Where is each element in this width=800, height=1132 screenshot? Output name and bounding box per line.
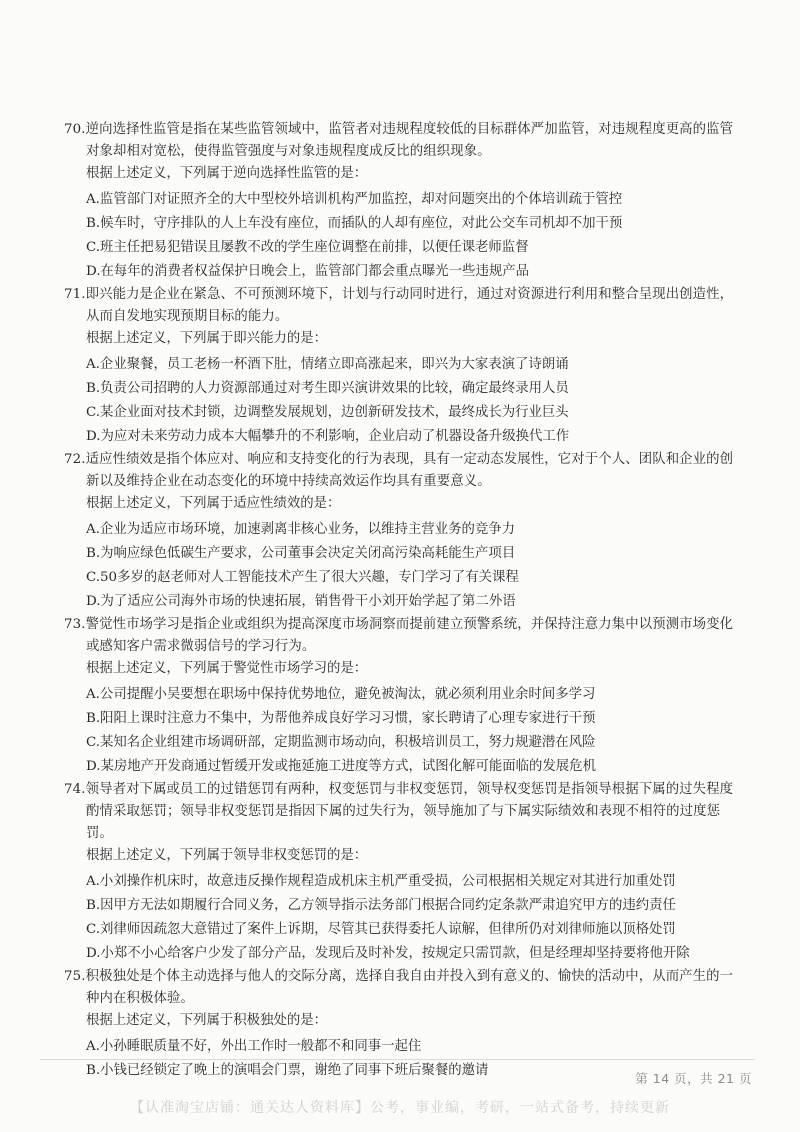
question-stem-line: 74.领导者对下属或员工的过错惩罚有两种，权变惩罚与非权变惩罚，领导权变惩罚是指领导根据下属的过失程度 bbox=[64, 782, 734, 797]
option-c: C.刘律师因疏忽大意错过了案件上诉期，尽管其已获得委托人谅解，但律所仍对刘律师施以顶格处罚 bbox=[86, 922, 676, 937]
question-prompt: 根据上述定义，下列属于即兴能力的是： bbox=[86, 331, 328, 346]
option-a: A.监管部门对证照齐全的大中型校外培训机构严加监控，却对问题突出的个体培训疏于管控 bbox=[86, 192, 623, 207]
option-b: B.负责公司招聘的人力资源部通过对考生即兴演讲效果的比较，确定最终录用人员 bbox=[86, 381, 569, 396]
option-b: B.因甲方无法如期履行合同义务，乙方领导指示法务部门根据合同约定条款严肃追究甲方的违约责任 bbox=[86, 898, 676, 913]
option-a: A.小刘操作机床时，故意违反操作规程造成机床主机严重受损，公司根据相关规定对其进行加重处罚 bbox=[86, 874, 676, 889]
question-stem-line: 罚。 bbox=[86, 826, 113, 841]
option-c: C.某企业面对技术封锁，边调整发展规划，边创新研发技术，最终成长为行业巨头 bbox=[86, 405, 569, 420]
option-a: A.企业聚餐，员工老杨一杯酒下肚，情绪立即高涨起来，即兴为大家表演了诗朗诵 bbox=[86, 357, 569, 372]
question-prompt: 根据上述定义，下列属于逆向选择性监管的是： bbox=[86, 166, 368, 181]
option-b: B.为响应绿色低碳生产要求，公司董事会决定关闭高污染高耗能生产项目 bbox=[86, 546, 516, 561]
option-c: C.某知名企业组建市场调研部，定期监测市场动向，积极培训员工，努力规避潜在风险 bbox=[86, 735, 596, 750]
option-b: B.阳阳上课时注意力不集中，为帮他养成良好学习习惯，家长聘请了心理专家进行干预 bbox=[86, 711, 596, 726]
question-prompt: 根据上述定义，下列属于领导非权变惩罚的是： bbox=[86, 848, 368, 863]
option-b: B.候车时，守序排队的人上车没有座位，而插队的人却有座位，对此公交车司机却不加干预 bbox=[86, 216, 623, 231]
question-75 bbox=[64, 966, 754, 1083]
question-stem-line: 71.即兴能力是企业在紧急、不可预测环境下，计划与行动同时进行，通过对资源进行利用和整合呈现出创造性， bbox=[64, 287, 734, 302]
option-d: D.为了适应公司海外市场的快速拓展，销售骨干小刘开始学起了第二外语 bbox=[86, 594, 516, 609]
question-stem-line: 对象却相对宽松，使得监管强度与对象违规程度成反比的组织现象。 bbox=[86, 144, 491, 159]
question-stem-line: 新以及维持企业在动态变化的环境中持续高效运作均具有重要意义。 bbox=[86, 474, 491, 489]
option-d: D.为应对未来劳动力成本大幅攀升的不利影响，企业启动了机器设备升级换代工作 bbox=[86, 429, 570, 444]
question-stem-line: 从而自发地实现预期目标的能力。 bbox=[86, 309, 289, 324]
question-prompt: 根据上述定义，下列属于警觉性市场学习的是： bbox=[86, 661, 368, 676]
question-stem-line: 或感知客户需求微弱信号的学习行为。 bbox=[86, 639, 316, 654]
question-stem-line: 73.警觉性市场学习是指企业或组织为提高深度市场洞察而提前建立预警系统，并保持注意力集中以预测市场变化 bbox=[64, 617, 734, 632]
question-70 bbox=[64, 119, 754, 284]
question-prompt: 根据上述定义，下列属于积极独处的是： bbox=[86, 1013, 328, 1028]
question-stem-line: 种内在积极体验。 bbox=[86, 991, 194, 1006]
option-c: C.班主任把易犯错误且屡教不改的学生座位调整在前排，以便任课老师监督 bbox=[86, 240, 529, 255]
page-number: 第 14 页，共 21 页 bbox=[635, 1071, 752, 1086]
questions-list bbox=[64, 119, 754, 1083]
option-a: A.企业为适应市场环境，加速剥离非核心业务，以维持主营业务的竞争力 bbox=[86, 522, 516, 537]
option-c: C.50多岁的赵老师对人工智能技术产生了很大兴趣，专门学习了有关课程 bbox=[86, 570, 519, 585]
option-b: B.小钱已经锁定了晚上的演唱会门票，谢绝了同事下班后聚餐的邀请 bbox=[86, 1063, 489, 1078]
question-stem-line: 70.逆向选择性监管是指在某些监管领域中，监管者对违规程度较低的目标群体严加监管，对违规程度更高的监管 bbox=[64, 122, 734, 137]
watermark-text: 【认准淘宝店铺：通关达人资料库】公考，事业编，考研，一站式备考，持续更新 bbox=[130, 1100, 670, 1116]
footer-divider bbox=[40, 1059, 755, 1060]
option-d: D.某房地产开发商通过暂缓开发或拖延施工进度等方式，试图化解可能面临的发展危机 bbox=[86, 759, 596, 774]
option-d: D.在每年的消费者权益保护日晚会上，监管部门都会重点曝光一些违规产品 bbox=[86, 264, 530, 279]
option-a: A.小孙睡眠质量不好，外出工作时一般都不和同事一起住 bbox=[86, 1039, 422, 1054]
question-prompt: 根据上述定义，下列属于适应性绩效的是： bbox=[86, 496, 341, 511]
question-71 bbox=[64, 284, 754, 449]
question-stem-line: 72.适应性绩效是指个体应对、响应和支持变化的行为表现，具有一定动态发展性，它对于个人、团队和企业的创 bbox=[64, 452, 734, 467]
option-d: D.小郑不小心给客户少发了部分产品，发现后及时补发，按规定只需罚款，但是经理却坚持要将他开除 bbox=[86, 946, 690, 961]
question-stem-line: 75.积极独处是个体主动选择与他人的交际分离，选择自我自由并投入到有意义的、愉快的活动中，从而产生的一 bbox=[64, 969, 734, 984]
question-72 bbox=[64, 449, 754, 614]
question-74 bbox=[64, 779, 754, 966]
option-a: A.公司提醒小吴要想在职场中保持优势地位，避免被淘汰，就必须利用业余时间多学习 bbox=[86, 687, 596, 702]
question-stem-line: 酌情采取惩罚；领导非权变惩罚是指因下属的过失行为，领导施加了与下属实际绩效和表现不相符的过度惩 bbox=[86, 804, 721, 819]
question-73 bbox=[64, 614, 754, 779]
